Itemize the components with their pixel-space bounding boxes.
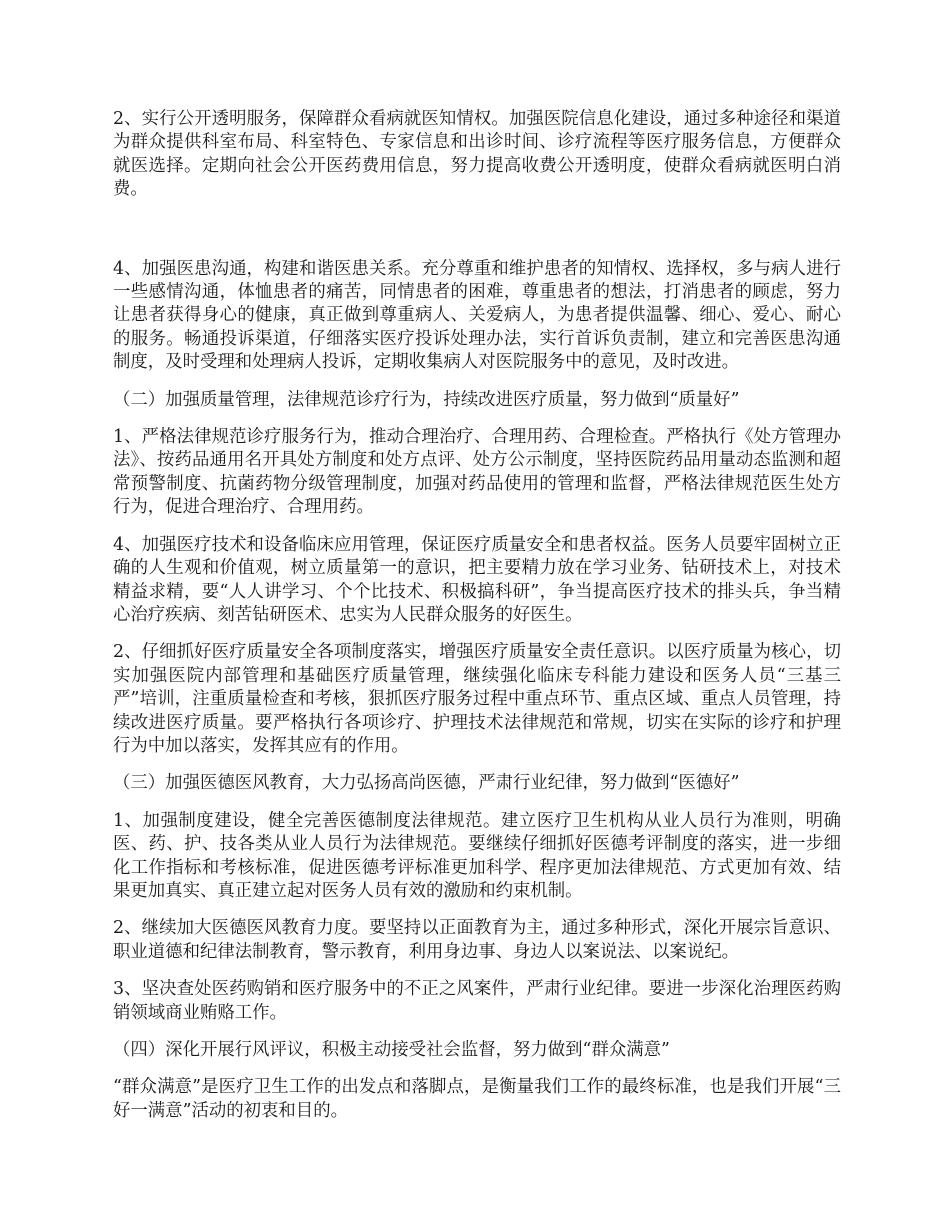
document-body — [113, 108, 841, 1137]
paragraph-ethics-education: 2、继续加大医德医风教育力度。要坚持以正面教育为主，通过多种形式，深化开展宗旨意识、职业道德和纪律法制教育，警示教育，利用身边事、身边人以案说法、以案说纪。 — [113, 918, 841, 962]
paragraph-misconduct: 3、坚决查处医药购销和医疗服务中的不正之风案件，严肃行业纪律。要进一步深化治理医药购销领域商业贿赂工作。 — [113, 979, 841, 1023]
section-heading-ethics: （三）加强医德医风教育，大力弘扬高尚医德，严肃行业纪律，努力做到“医德好” — [113, 773, 740, 794]
paragraph-communication: 4、加强医患沟通，构建和谐医患关系。充分尊重和维护患者的知情权、选择权，多与病人进行一些感情沟通，体恤患者的痛苦，同情患者的困难，尊重患者的想法，打消患者的顾虑，努力让患者获得身心的健康，真正做到尊重病人、关爱病人，为患者提供温馨、细心、爱心、耐心的服务。畅通投诉渠道，仔细落实医疗投诉处理办法，实行首诉负责制，建立和完善医患沟通制度，及时受理和处理病人投诉，定期收集病人对医院服务中的意见，及时改进。 — [113, 258, 841, 373]
section-heading-quality: （二）加强质量管理，法律规范诊疗行为，持续改进医疗质量，努力做到“质量好” — [113, 389, 740, 410]
paragraph-transparency: 2、实行公开透明服务，保障群众看病就医知情权。加强医院信息化建设，通过多种途径和渠道为群众提供科室布局、科室特色、专家信息和出诊时间、诊疗流程等医疗服务信息，方便群众就医选择。定期向社会公开医药费用信息，努力提高收费公开透明度，使群众看病就医明白消费。 — [113, 109, 841, 200]
paragraph-system-building: 1、加强制度建设，健全完善医德制度法律规范。建立医疗卫生机构从业人员行为准则，明确医、药、护、技各类从业人员行为法律规范。要继续仔细抓好医德考评制度的落实，进一步细化工作指标和考核标准，促进医德考评标准更加科学、程序更加法律规范、方式更加有效、结果更加真实、真正建立起对医务人员有效的激励和约束机制。 — [113, 810, 841, 901]
paragraph-diagnosis-norms: 1、严格法律规范诊疗服务行为，推动合理治疗、合理用药、合理检查。严格执行《处方管理办法》、按药品通用名开具处方制度和处方点评、处方公示制度，坚持医院药品用量动态监测和超常预警制度、抗菌药物分级管理制度，加强对药品使用的管理和监督，严格法律规范医生处方行为，促进合理治疗、合理用药。 — [113, 427, 841, 518]
section-heading-evaluation: （四）深化开展行风评议，积极主动接受社会监督，努力做到“群众满意” — [113, 1040, 670, 1060]
paragraph-quality-safety: 2、仔细抓好医疗质量安全各项制度落实，增强医疗质量安全责任意识。以医疗质量为核心，切实加强医院内部管理和基础医疗质量管理，继续强化临床专科能力建设和医务人员“三基三严”培训，注重质量检查和考核，狠抓医疗服务过程中重点环节、重点区域、重点人员管理，持续改进医疗质量。要严格执行各项诊疗、护理技术法律规范和常规，切实在实际的诊疗和护理行为中加以落实，发挥其应有的作用。 — [113, 642, 841, 756]
paragraph-satisfaction: “群众满意”是医疗卫生工作的出发点和落脚点，是衡量我们工作的最终标准，也是我们开展“三好一满意”活动的初衷和目的。 — [113, 1077, 841, 1121]
paragraph-technology-management: 4、加强医疗技术和设备临床应用管理，保证医疗质量安全和患者权益。医务人员要牢固树立正确的人生观和价值观，树立质量第一的意识，把主要精力放在学习业务、钻研技术上，对技术精益求精，要“人人讲学习、个个比技术、积极搞科研”，争当提高医疗技术的排头兵，争当精心治疗疾病、刻苦钻研医术、忠实为人民群众服务的好医生。 — [113, 534, 841, 625]
